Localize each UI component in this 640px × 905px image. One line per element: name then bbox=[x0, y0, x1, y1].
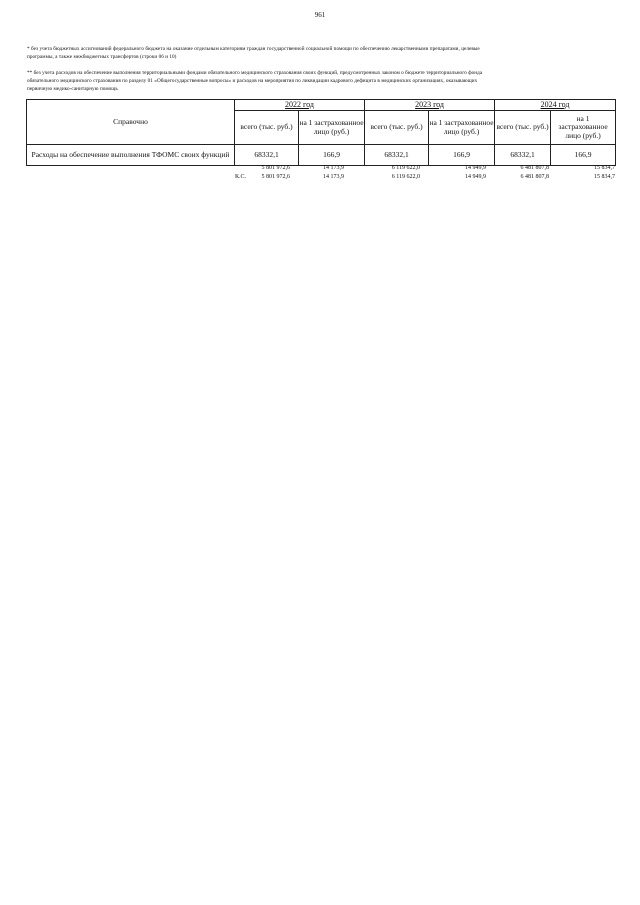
cell-per-person-2024: 166,9 bbox=[551, 145, 616, 166]
page-number: 961 bbox=[314, 11, 326, 19]
totals-block bbox=[26, 165, 615, 183]
row-label: Расходы на обеспечение выполнения ТФОМС своих функций bbox=[27, 145, 235, 166]
totals-value: 5 801 972,6 bbox=[261, 174, 290, 180]
totals-value: 14 173,9 bbox=[323, 165, 344, 171]
table-row bbox=[27, 145, 616, 166]
totals-value: 6 119 622,0 bbox=[391, 165, 420, 171]
header-year-2023: 2023 год bbox=[365, 100, 495, 111]
subheader-per-person-2022: на 1 застрахованное лицо (руб.) bbox=[299, 111, 365, 145]
totals-value: 14 173,9 bbox=[323, 174, 344, 180]
totals-row-ks bbox=[26, 174, 615, 183]
subheader-per-person-2023: на 1 застрахованное лицо (руб.) bbox=[429, 111, 495, 145]
totals-value: 5 801 972,6 bbox=[261, 165, 290, 171]
cell-total-2023: 68332,1 bbox=[365, 145, 429, 166]
subheader-per-person-2024: на 1 застрахованное лицо (руб.) bbox=[551, 111, 616, 145]
cell-per-person-2023: 166,9 bbox=[429, 145, 495, 166]
reference-table bbox=[26, 99, 616, 166]
totals-value: 14 949,9 bbox=[465, 174, 486, 180]
totals-value: 15 834,7 bbox=[594, 165, 615, 171]
footnote-federal-budget: * без учета бюджетных ассигнований федерального бюджета на оказание отдельным категориям граждан государственной социальной помощи по обеспечению лекарственными препаратами, целевые программы, а также межбюджетных трансфертов (строки 06 и 10) bbox=[27, 46, 480, 60]
totals-row-label: К.С. bbox=[234, 174, 246, 180]
totals-value: 6 119 622,0 bbox=[391, 174, 420, 180]
subheader-total-2023: всего (тыс. руб.) bbox=[365, 111, 429, 145]
totals-row bbox=[26, 165, 615, 174]
cell-per-person-2022: 166,9 bbox=[299, 145, 365, 166]
totals-value: 6 481 807,8 bbox=[520, 165, 549, 171]
subheader-total-2024: всего (тыс. руб.) bbox=[495, 111, 551, 145]
header-year-2024: 2024 год bbox=[495, 100, 616, 111]
totals-value: 14 949,9 bbox=[465, 165, 486, 171]
footnote-tfoms-expenses: ** без учета расходов на обеспечение выполнения территориальными фондами обязательного медицинского страхования своих функций, предусмотренных законом о бюджете территориального фонда обязательного медицинского страхования по разделу 01 «Общегосударственные вопросы» и расходов на мероприятия по ликвидации кадрового дефицита в медицинских организациях, оказывающих первичную медико-санитарную помощь bbox=[27, 70, 483, 92]
subheader-total-2022: всего (тыс. руб.) bbox=[235, 111, 299, 145]
header-reference-label: Справочно bbox=[27, 100, 235, 145]
header-year-2022: 2022 год bbox=[235, 100, 365, 111]
cell-total-2022: 68332,1 bbox=[235, 145, 299, 166]
totals-value: 6 481 807,8 bbox=[520, 174, 549, 180]
cell-total-2024: 68332,1 bbox=[495, 145, 551, 166]
totals-value: 15 834,7 bbox=[594, 174, 615, 180]
